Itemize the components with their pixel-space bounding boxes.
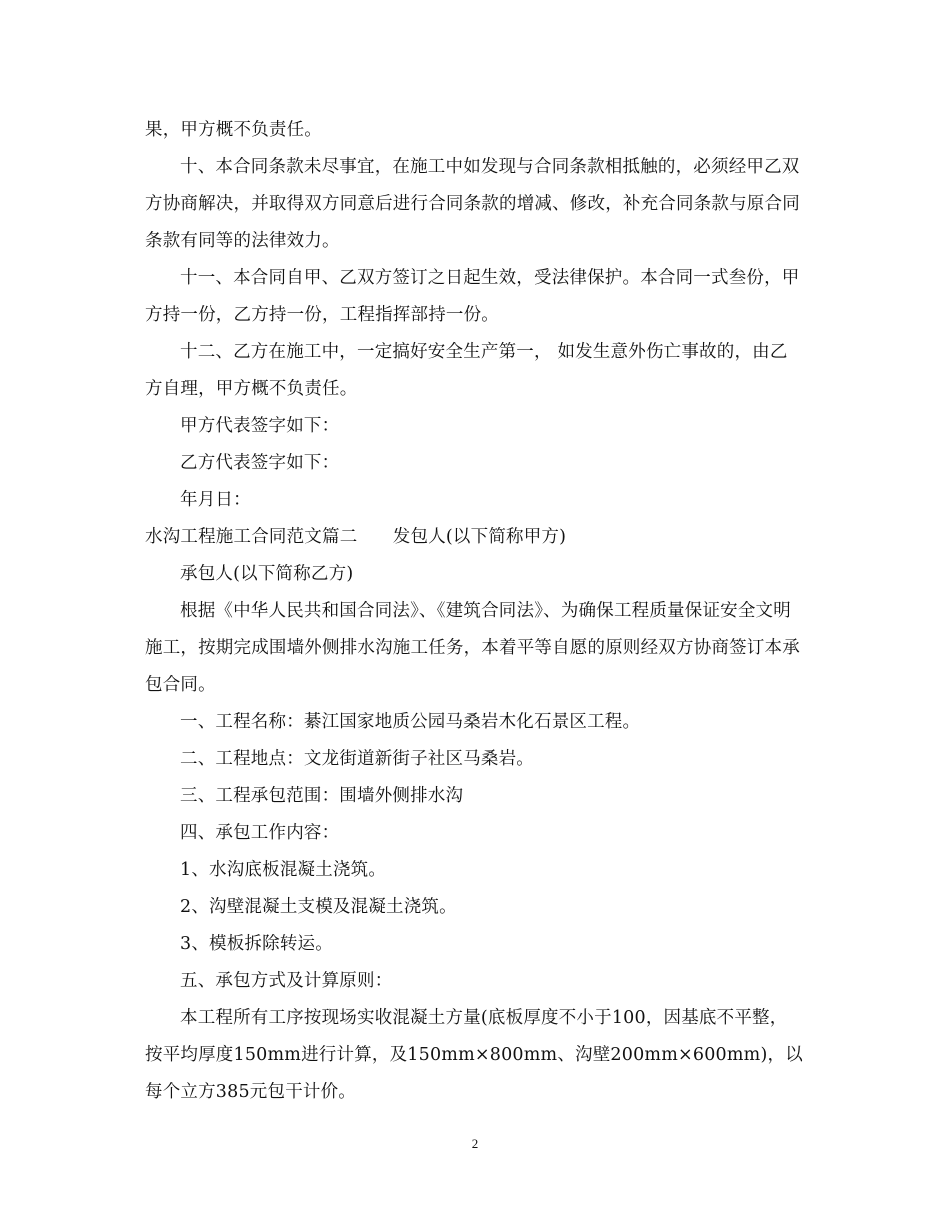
- date-line: 年月日：: [180, 490, 251, 510]
- party-a-signature-line: 甲方代表签字如下：: [180, 416, 340, 436]
- page-number: 2: [471, 1136, 479, 1151]
- paragraph-clause-10: 十、本合同条款未尽事宜，在施工中如发现与合同条款相抵触的，必须经甲乙双方协商解决，并取得双方同意后进行合同条款的增减、修改，补充合同条款与原合同条款有同等的法律效力。: [145, 157, 800, 251]
- item-contract-scope: 三、工程承包范围：围墙外侧排水沟: [180, 786, 464, 806]
- contractor-line: 承包人(以下简称乙方): [180, 564, 354, 584]
- paragraph-preamble: 根据《中华人民共和国合同法》、《建筑合同法》、为确保工程质量保证安全文明施工，按期完成围墙外侧排水沟施工任务，本着平等自愿的原则经双方协商签订本承包合同。: [145, 601, 800, 695]
- item-project-location: 二、工程地点：文龙街道新街子社区马桑岩。: [180, 749, 534, 769]
- paragraph-1: 果，甲方概不负责任。: [145, 120, 322, 140]
- paragraph-clause-12: 十二、乙方在施工中，一定搞好安全生产第一， 如发生意外伤亡事故的，由乙方自理，甲方概不负责任。: [145, 342, 788, 399]
- paragraph-pricing: 本工程所有工序按现场实收混凝土方量(底板厚度不小于100，因基底不平整，按平均厚度150mm进行计算，及150mm×800mm、沟壁200mm×600mm)，以每个立方385元包干计价。: [145, 1008, 803, 1102]
- work-content-item-2: 2、沟壁混凝土支模及混凝土浇筑。: [180, 897, 457, 917]
- section-heading: 水沟工程施工合同范文篇二 发包人(以下简称甲方): [145, 527, 567, 547]
- party-b-signature-line: 乙方代表签字如下：: [180, 453, 340, 473]
- work-content-item-3: 3、模板拆除转运。: [180, 934, 333, 954]
- item-work-content: 四、承包工作内容：: [180, 823, 340, 843]
- work-content-item-1: 1、水沟底板混凝土浇筑。: [180, 860, 387, 880]
- item-project-name: 一、工程名称：綦江国家地质公园马桑岩木化石景区工程。: [180, 712, 641, 732]
- document-body: [145, 112, 805, 1111]
- paragraph-clause-11: 十一、本合同自甲、乙双方签订之日起生效，受法律保护。本合同一式叁份，甲方持一份，乙方持一份，工程指挥部持一份。: [145, 268, 800, 325]
- item-contract-method: 五、承包方式及计算原则：: [180, 971, 393, 991]
